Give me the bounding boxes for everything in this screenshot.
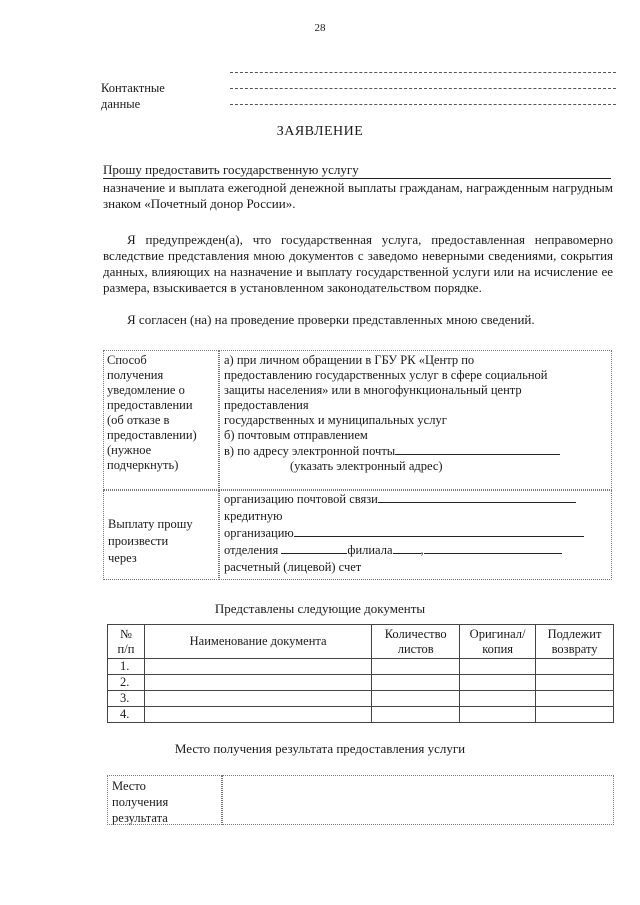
- documents-header-row: [108, 625, 614, 659]
- option-a-line: а) при личном обращении в ГБУ РК «Центр по: [224, 353, 475, 367]
- option-a-line: предоставления: [224, 398, 309, 412]
- doc-return-cell[interactable]: [536, 675, 614, 691]
- method-label-line: получения: [107, 368, 164, 382]
- payment-branch-row[interactable]: [224, 542, 611, 559]
- doc-name-cell[interactable]: [144, 659, 371, 675]
- result-label-line: получения: [112, 795, 169, 809]
- result-label-line: Место: [112, 779, 146, 793]
- method-options-cell: [219, 350, 612, 490]
- contacts-label-line2: данные: [101, 97, 141, 111]
- row-number: 3.: [108, 691, 145, 707]
- result-label-line: результата: [112, 811, 168, 825]
- payment-postal-label: организацию почтовой связи: [224, 492, 378, 506]
- option-a[interactable]: [224, 353, 611, 428]
- payment-label-cell: [103, 490, 219, 580]
- doc-count-cell[interactable]: [372, 675, 460, 691]
- table-row: [108, 675, 614, 691]
- doc-return-cell[interactable]: [536, 691, 614, 707]
- header-count-line: Количество: [384, 626, 447, 641]
- documents-table: [107, 624, 614, 723]
- contacts-line-1[interactable]: [230, 72, 616, 73]
- method-label-line: предоставлении): [107, 428, 197, 442]
- credit-org-input-line[interactable]: [294, 525, 584, 537]
- contacts-line-3[interactable]: [230, 104, 616, 105]
- row-number: 4.: [108, 707, 145, 723]
- doc-name-cell[interactable]: [144, 691, 371, 707]
- result-label-cell: [107, 775, 222, 825]
- documents-title: Представлены следующие документы: [214, 601, 426, 616]
- payment-label-line: через: [108, 551, 137, 565]
- row-number: 2.: [108, 675, 145, 691]
- header-original-line: Оригинал/: [469, 626, 526, 641]
- doc-count-cell[interactable]: [372, 659, 460, 675]
- consent-paragraph: Я согласен (на) на проведение проверки представленных мною сведений.: [127, 312, 535, 327]
- result-input-cell[interactable]: [222, 775, 614, 825]
- contacts-line-2[interactable]: [230, 88, 616, 89]
- payment-label-line: произвести: [108, 534, 169, 548]
- payment-credit-line2[interactable]: [224, 525, 611, 542]
- doc-original-cell[interactable]: [460, 707, 536, 723]
- doc-original-cell[interactable]: [460, 691, 536, 707]
- header-original: [460, 625, 536, 659]
- filial-input-line[interactable]: [393, 542, 421, 554]
- method-label-cell: [103, 350, 219, 490]
- payment-label-line: Выплату прошу: [108, 517, 193, 531]
- header-count-line: листов: [397, 641, 434, 656]
- request-lead: Прошу предоставить государственную услугу: [103, 162, 359, 177]
- doc-count-cell[interactable]: [372, 691, 460, 707]
- option-a-line: защиты населения» или в многофункциональный центр: [224, 383, 522, 397]
- option-c-label: в) по адресу электронной почты: [224, 444, 396, 458]
- page-number: 28: [314, 22, 326, 34]
- branch-label: отделения: [224, 543, 279, 557]
- doc-return-cell[interactable]: [536, 707, 614, 723]
- header-original-line: копия: [482, 641, 514, 656]
- payment-credit-line1: кредитную: [224, 509, 283, 523]
- header-num: [108, 625, 145, 659]
- contacts-label: [101, 80, 165, 112]
- payment-credit-label: организацию: [224, 526, 294, 540]
- warning-paragraph: Я предупрежден(а), что государственная услуга, предоставленная неправомерно вследствие представления мною документов с заведомо неверными сведениями, сокрытия данных, влияющих на назначение и выплату государственной услуги или на исчисление ее размера, взыскивается в установленном законодательством порядке.: [103, 232, 613, 295]
- method-label-line: уведомление о: [107, 383, 185, 397]
- doc-original-cell[interactable]: [460, 675, 536, 691]
- filial-input-line-2[interactable]: [424, 542, 562, 554]
- table-row: [108, 691, 614, 707]
- method-label-line: (об отказе в: [107, 413, 170, 427]
- doc-name-cell[interactable]: [144, 707, 371, 723]
- payment-postal[interactable]: [224, 491, 611, 508]
- method-label-line: предоставлении: [107, 398, 193, 412]
- doc-return-cell[interactable]: [536, 659, 614, 675]
- document-title: ЗАЯВЛЕНИЕ: [276, 124, 364, 139]
- method-label-line: Способ: [107, 353, 147, 367]
- table-row: [108, 707, 614, 723]
- option-b[interactable]: б) почтовым отправлением: [224, 428, 368, 442]
- email-input-line[interactable]: [395, 443, 560, 455]
- option-a-line: государственных и муниципальных услуг: [224, 413, 447, 427]
- option-a-line: предоставлению государственных услуг в сфере социальной: [224, 368, 548, 382]
- header-returnable: [536, 625, 614, 659]
- request-service-text: назначение и выплата ежегодной денежной выплаты гражданам, награжденным нагрудным знаком «Почетный донор России».: [103, 180, 613, 211]
- result-title: Место получения результата предоставления услуги: [174, 741, 466, 756]
- header-num-line: п/п: [117, 641, 135, 656]
- postal-input-line[interactable]: [378, 491, 576, 503]
- header-num-line: №: [120, 626, 132, 641]
- header-returnable-line: возврату: [551, 641, 598, 656]
- payment-account[interactable]: расчетный (лицевой) счет: [224, 560, 362, 574]
- method-label-line: подчеркнуть): [107, 458, 179, 472]
- doc-name-cell[interactable]: [144, 675, 371, 691]
- filial-label: филиала: [347, 543, 393, 557]
- method-label-line: (нужное: [107, 443, 152, 457]
- table-row: [108, 659, 614, 675]
- option-c[interactable]: [224, 443, 611, 459]
- email-hint: (указать электронный адрес): [290, 459, 443, 473]
- header-name: Наименование документа: [144, 625, 371, 659]
- doc-original-cell[interactable]: [460, 659, 536, 675]
- doc-count-cell[interactable]: [372, 707, 460, 723]
- filial-comma: ,: [420, 543, 424, 557]
- request-line: [103, 178, 611, 179]
- contacts-label-line1: Контактные: [101, 81, 165, 95]
- header-count: [372, 625, 460, 659]
- header-returnable-line: Подлежит: [547, 626, 602, 641]
- payment-options-cell: [219, 490, 612, 580]
- branch-input-line[interactable]: [281, 542, 347, 554]
- row-number: 1.: [108, 659, 145, 675]
